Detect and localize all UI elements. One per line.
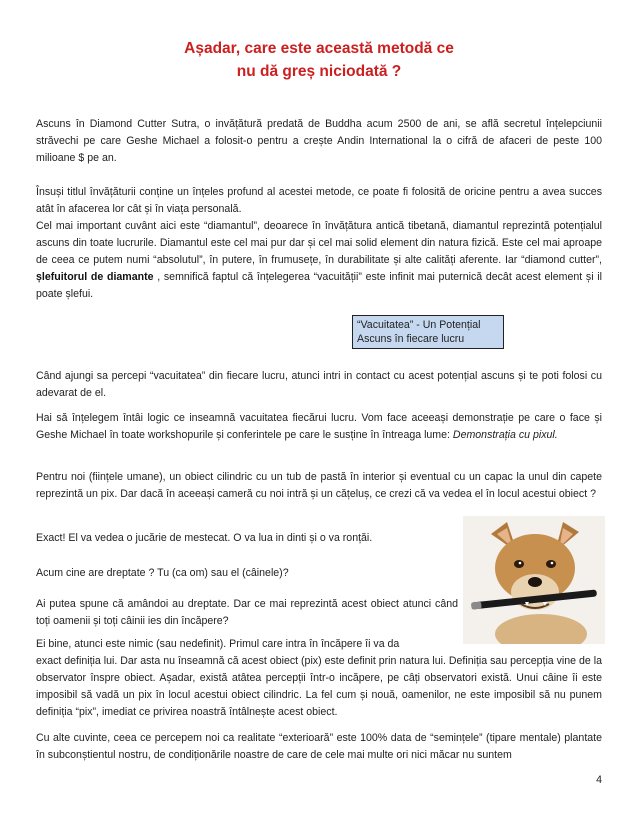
page-number: 4 <box>596 774 602 786</box>
paragraph-both-right: Ai putea spune că amândoi au dreptate. Dar ce mai reprezintă acest obiect atunci când toți oamenii și toți câinii ies din încăpere? <box>36 598 458 627</box>
vacuity-callout-box <box>352 315 504 349</box>
diamond-cutter-bold: șlefuitorul de diamante <box>36 271 154 283</box>
paragraph-diamond <box>36 218 602 303</box>
pen-demonstration-italic: Demonstrația cu pixul. <box>452 429 558 441</box>
paragraph-pen-definition: Pentru noi (ființele umane), un obiect cilindric cu un tub de pastă în interior și eventual cu un capac la unul din capete reprezintă un pix. Dar dacă în aceeași cameră cu noi intră și un cățeluș, ce crezi că va vedea el în locul acestui obiect ? <box>36 471 602 500</box>
paragraph-title-meaning: Însuși titlul învățăturii conține un înțeles profund al acestei metode, ce poate fi folosită de oricine pentru a avea succes atât în afacerea lor cât și în viața personală. <box>36 186 602 215</box>
callout-line-1: “Vacuitatea” - Un Potențial <box>357 319 481 331</box>
paragraph-chew-toy: Exact! El va vedea o jucărie de mestecat. O va lua in dinti și o va ronțăi. <box>36 532 373 544</box>
dog-holding-pen-photo <box>463 516 605 644</box>
paragraph-diamond-text-a: Cel mai important cuvânt aici este “diamantul”, deoarece în învățătura antică tibetană, diamantul reprezintă potențialul ascuns din toate lucrurile. Diamantul este cel mai pur dar și cel mai solid element din natura fizică. Este cel mai aproape de ceea ce putem numi “absolutul”, în putere, în frumusețe, în durabilitate și alte calități aferente. Iar “diamond cutter”, <box>36 220 602 266</box>
paragraph-demonstration-text: Hai să înțelegem întâi logic ce inseamnă vacuitatea fiecărui lucru. Vom face aceeași demonstrație pe care o face și Geshe Michael în toate workshopurile și conferintele pe care le susține în întreaga lume: <box>36 412 602 441</box>
page-title-line-1: Așadar, care este această metodă ce <box>184 40 454 57</box>
paragraph-nothing-line-1: Ei bine, atunci este nimic (sau nedefinit). Primul care intra în încăpere îi va da <box>36 638 400 650</box>
paragraph-who-is-right: Acum cine are dreptate ? Tu (ca om) sau el (câinele)? <box>36 567 289 579</box>
paragraph-demonstration <box>36 410 602 444</box>
page-title-line-2: nu dă greș niciodată ? <box>236 63 402 80</box>
paragraph-perceive-vacuity: Când ajungi sa percepi “vacuitatea” din fiecare lucru, atunci intri in contact cu acest potențial ascuns și te poti folosi cu adevarat de el. <box>36 370 602 399</box>
paragraph-intro: Ascuns în Diamond Cutter Sutra, o invățătură predată de Buddha acum 2500 de ani, se află secretul înțelepciunii străvechi pe care Geshe Michael a folosit-o pentru a crește Andin International la o cifră de afaceri de peste 100 milioane $ pe an. <box>36 118 602 164</box>
callout-line-2: Ascuns în fiecare lucru <box>357 333 465 345</box>
paragraph-diamond-text-b: , semnifică faptul că înțelegerea “vacuității” este infinit mai puternică decât acest element și il poate șlefui. <box>36 271 602 300</box>
paragraph-nothing-rest: exact definiția lui. Dar asta nu înseamnă că acest obiect (pix) este definit prin natura lui. Definiția sau percepția vine de la observator înspre obiect. Așadar, există atâtea percepții într-o incăpere, pe câți observatori există. Unui câine îi este imposibil să vadă un pix în locul acestui obiect cilindric. La fel cum și nouă, oamenilor, ne este imposibil să nu punem definiția “pix”, imediat ce privirea noastră întâlnește acest obiect. <box>36 655 602 718</box>
paragraph-external-reality: Cu alte cuvinte, ceea ce percepem noi ca realitate “exterioară” este 100% data de “semințele” (tipare mentale) plantate în subconștientul nostru, de condiționările noastre de care de cele mai multe ori nici măcar nu suntem <box>36 732 602 761</box>
